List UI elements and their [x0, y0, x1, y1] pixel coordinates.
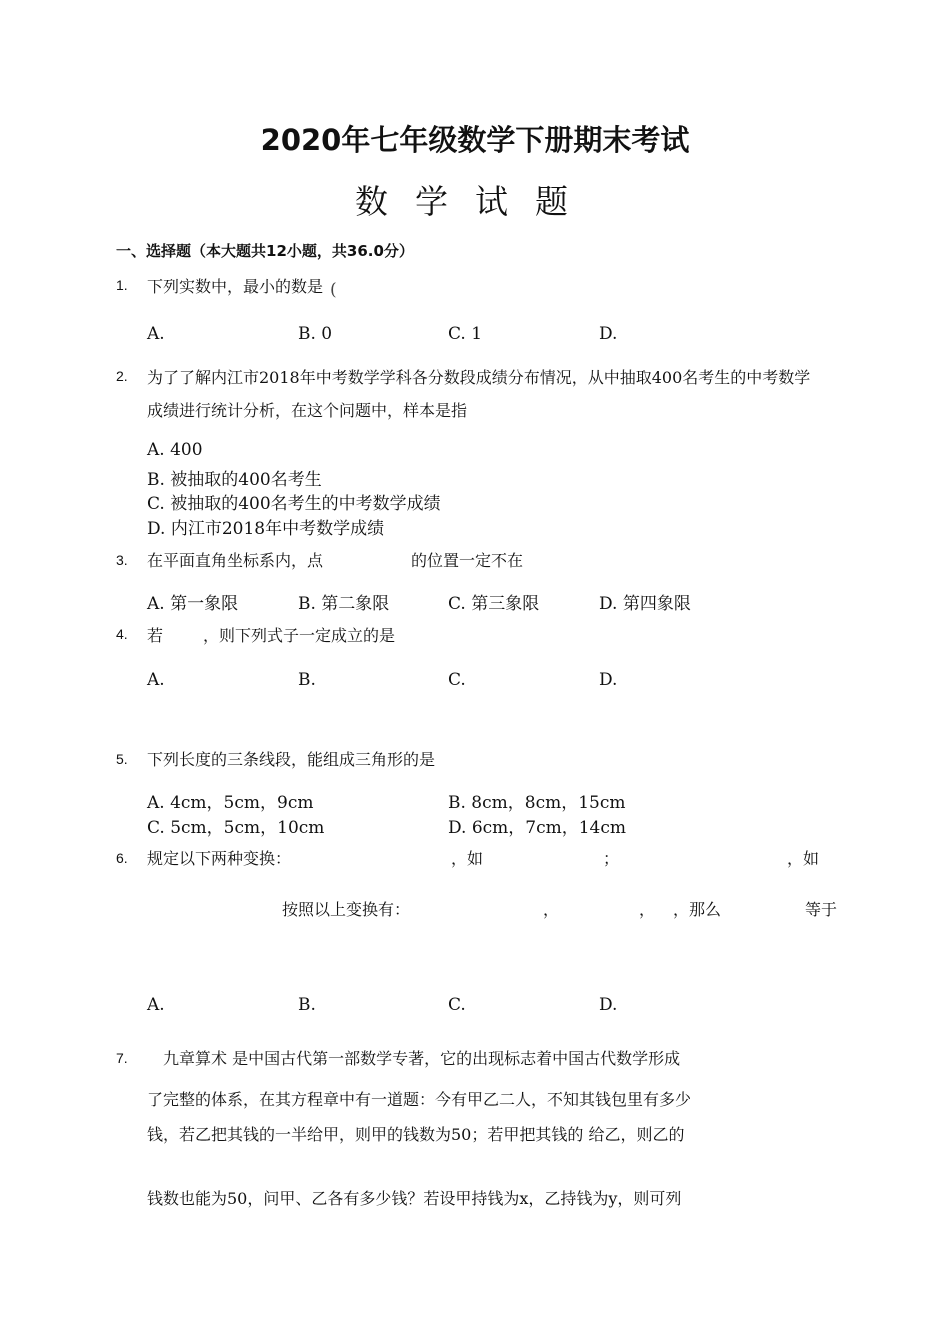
question-text: 规定以下两种变换： [147, 849, 292, 868]
option-b: B. 8cm，8cm，15cm [448, 793, 626, 813]
question-text-part: 按照以上变换有： [282, 900, 411, 919]
question-text-part: ， [639, 900, 656, 919]
option-b: B. 0 [298, 324, 333, 344]
option-c: C. 被抽取的400名考生的中考数学成绩 [147, 494, 441, 514]
question-number: 3. [116, 552, 128, 568]
option-a: A. [147, 995, 165, 1015]
paren-mark: ( [330, 280, 337, 300]
option-d: D. 6cm，7cm，14cm [448, 818, 627, 838]
question-text-line-2: 了完整的体系，在其方程章中有一道题：今有甲乙二人，不知其钱包里有多少 [147, 1090, 692, 1109]
option-a: A. [147, 324, 165, 344]
question-number: 4. [116, 626, 128, 642]
option-d: D. [599, 995, 618, 1015]
option-c: C. [448, 995, 466, 1015]
option-b: B. [298, 995, 316, 1015]
question-number: 1. [116, 277, 128, 293]
question-text-line-3: 钱，若乙把其钱的一半给甲，则甲的钱数为50；若甲把其钱的 给乙，则乙的 [147, 1125, 685, 1144]
question-number: 2. [116, 368, 128, 384]
option-d: D. [599, 324, 618, 344]
option-b: B. [298, 670, 316, 690]
question-text-line-1: 为了了解内江市2018年中考数学学科各分数段成绩分布情况，从中抽取400名考生的中考数学 [147, 368, 811, 387]
question-text-cont: ，则下列式子一定成立的是 [203, 626, 396, 645]
option-c: C. [448, 670, 466, 690]
question-text-part: 等于 [805, 900, 838, 919]
option-a: A. [147, 670, 165, 690]
question-text-cont: 的位置一定不在 [411, 551, 524, 570]
question-number: 6. [116, 850, 128, 866]
option-c: C. 1 [448, 324, 483, 344]
question-number: 5. [116, 751, 128, 767]
option-a: A. 第一象限 [147, 594, 239, 614]
section-heading: 一、选择题（本大题共12小题，共36.0分） [116, 242, 414, 260]
option-a: A. 400 [147, 440, 203, 460]
question-text-part: ； [603, 849, 620, 868]
option-c: C. 5cm，5cm，10cm [147, 818, 325, 838]
question-text: 下列实数中，最小的数是 [147, 277, 324, 296]
question-text: 在平面直角坐标系内，点 [147, 551, 324, 570]
question-text-part: ，如 [451, 849, 484, 868]
question-text-line-1: 九章算术 是中国古代第一部数学专著，它的出现标志着中国古代数学形成 [163, 1049, 681, 1068]
exam-title: 2020年七年级数学下册期末考试 [260, 123, 690, 157]
question-text: 若 [147, 626, 164, 645]
exam-subtitle: 数学试题 [355, 182, 595, 221]
option-b: B. 被抽取的400名考生 [147, 470, 322, 490]
question-text-part: ，那么 [673, 900, 722, 919]
option-a: A. 4cm，5cm，9cm [147, 793, 314, 813]
question-text-line-4: 钱数也能为50，问甲、乙各有多少钱？若设甲持钱为x，乙持钱为y，则可列 [147, 1189, 682, 1208]
option-b: B. 第二象限 [298, 594, 390, 614]
option-d: D. 内江市2018年中考数学成绩 [147, 519, 385, 539]
option-d: D. [599, 670, 618, 690]
question-number: 7. [116, 1050, 128, 1066]
option-d: D. 第四象限 [599, 594, 691, 614]
question-text: 下列长度的三条线段，能组成三角形的是 [147, 750, 436, 769]
question-text-line-2: 成绩进行统计分析，在这个问题中，样本是指 [147, 401, 468, 420]
question-text-part: ， [543, 900, 560, 919]
option-c: C. 第三象限 [448, 594, 540, 614]
question-text-part: ，如 [787, 849, 820, 868]
